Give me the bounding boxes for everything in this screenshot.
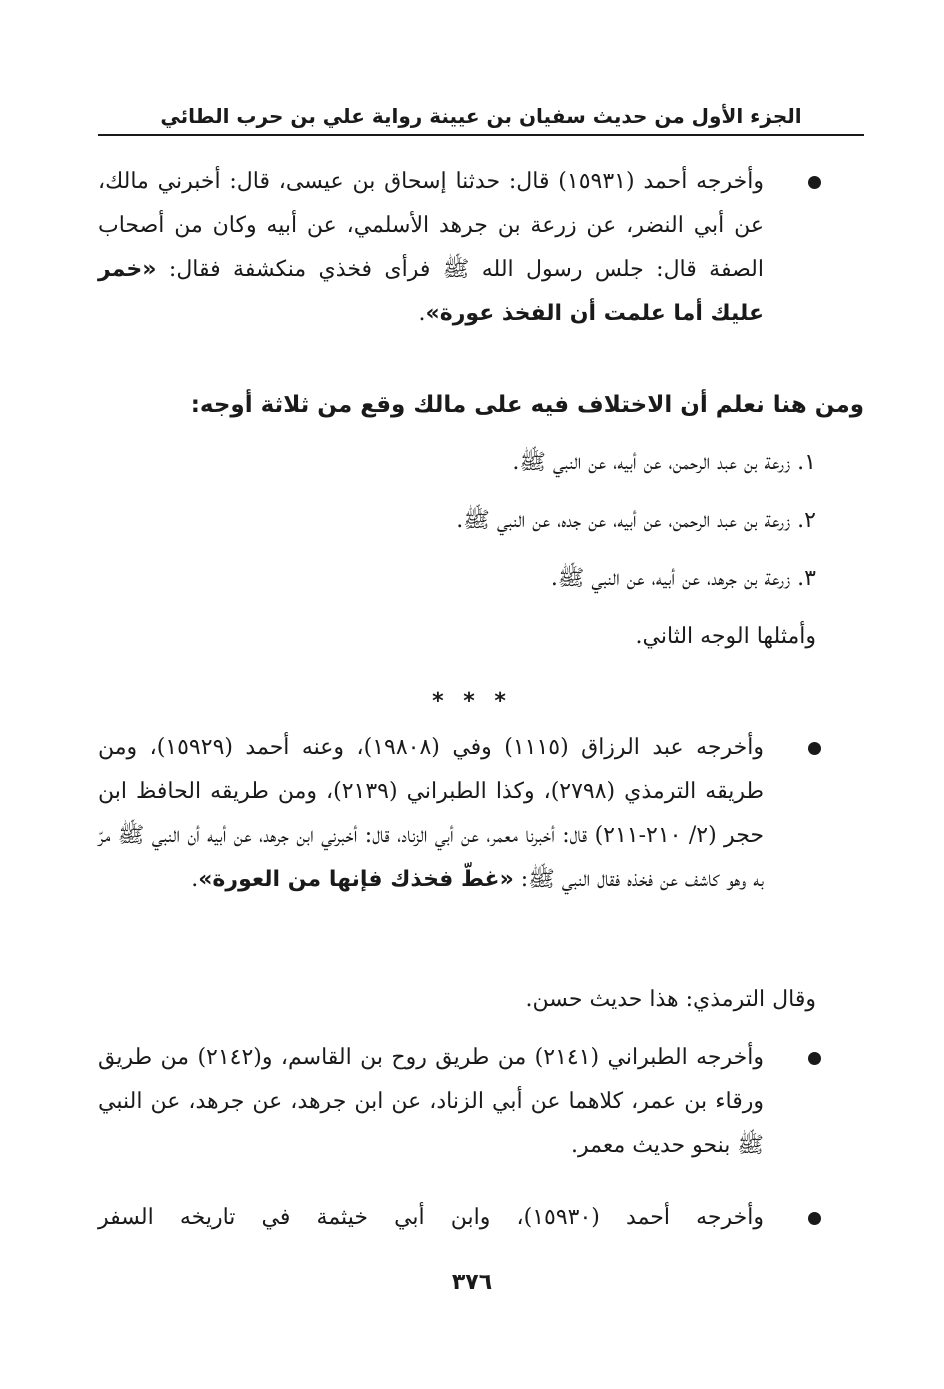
page-number: ٣٧٦ [451,1270,493,1295]
paragraph-tabarani [98,1036,764,1168]
bullet-icon [808,1052,821,1065]
paragraph-abdulrazzaq [98,726,764,902]
paragraph-ahmad-15930 [98,1196,764,1240]
section-heading: ومن هنا نعلم أن الاختلاف فيه على مالك وقع من ثلاثة أوجه: [190,392,864,418]
bullet-icon [808,176,821,189]
paragraph-ahmad-15931 [98,160,764,336]
paragraph-text: وأخرجه عبد الرزاق (١١١٥) وفي (١٩٨٠٨)، وعنه أحمد (١٥٩٢٩)، ومن طريقه الترمذي (٢٧٩٨)، وكذا الطبراني (٢١٣٩)، ومن طريقه الحافظ ابن حجر (٢/ ٢١٠-٢١١) قال: أخبرنا معمر، عن أبي الزناد، قال: أخبرني ابن جرهد، عن أبيه أن النبي ﷺ مرّ به وهو كاشف عن فخذه فقال النبي ﷺ: [98,735,765,892]
paragraph-text: وأخرجه الطبراني (٢١٤١) من طريق روح بن القاسم، و(٢١٤٢) من طريق ورقاء بن عمر، كلاهما عن أبي الزناد، عن ابن جرهد، عن جرهد، عن النبي ﷺ بنحو حديث معمر. [98,1045,765,1158]
list-item: ٣. زرعة بن جرهد، عن أبيه، عن النبي ﷺ. [550,566,816,591]
bullet-icon [808,742,821,755]
paragraph-tail: . [191,867,199,892]
running-head: الجزء الأول من حديث سفيان بن عيينة رواية علي بن حرب الطائي [160,104,802,128]
paragraph-tail: . [418,301,426,326]
paragraph-text: وأخرجه أحمد (١٥٩٣١) قال: حدثنا إسحاق بن عيسى، قال: أخبرني مالك، عن أبي النضر، عن زرعة بن جرهد الأسلمي، عن أبيه وكان من أصحاب الصفة قال: جلس رسول الله ﷺ فرأى فخذي منكشفة فقال: [98,169,765,282]
list-item: ٢. زرعة بن عبد الرحمن، عن أبيه، عن جده، عن النبي ﷺ. [456,508,816,533]
paragraph-text: وأخرجه أحمد (١٥٩٣٠)، وابن أبي خيثمة في تاريخه السفر [98,1205,764,1230]
tirmidhi-line: وقال الترمذي: هذا حديث حسن. [525,987,816,1012]
bullet-icon [808,1212,821,1225]
hadith-quote: «غطّ فخذك فإنها من العورة» [198,867,514,892]
header-rule [98,134,864,136]
conclusion-line: وأمثلها الوجه الثاني. [635,624,816,649]
section-separator: * * * [432,689,512,714]
hadith-quote: «خمر عليك أما علمت أن الفخذ عورة» [98,257,764,326]
list-item: ١. زرعة بن عبد الرحمن، عن أبيه، عن النبي ﷺ. [512,450,816,475]
